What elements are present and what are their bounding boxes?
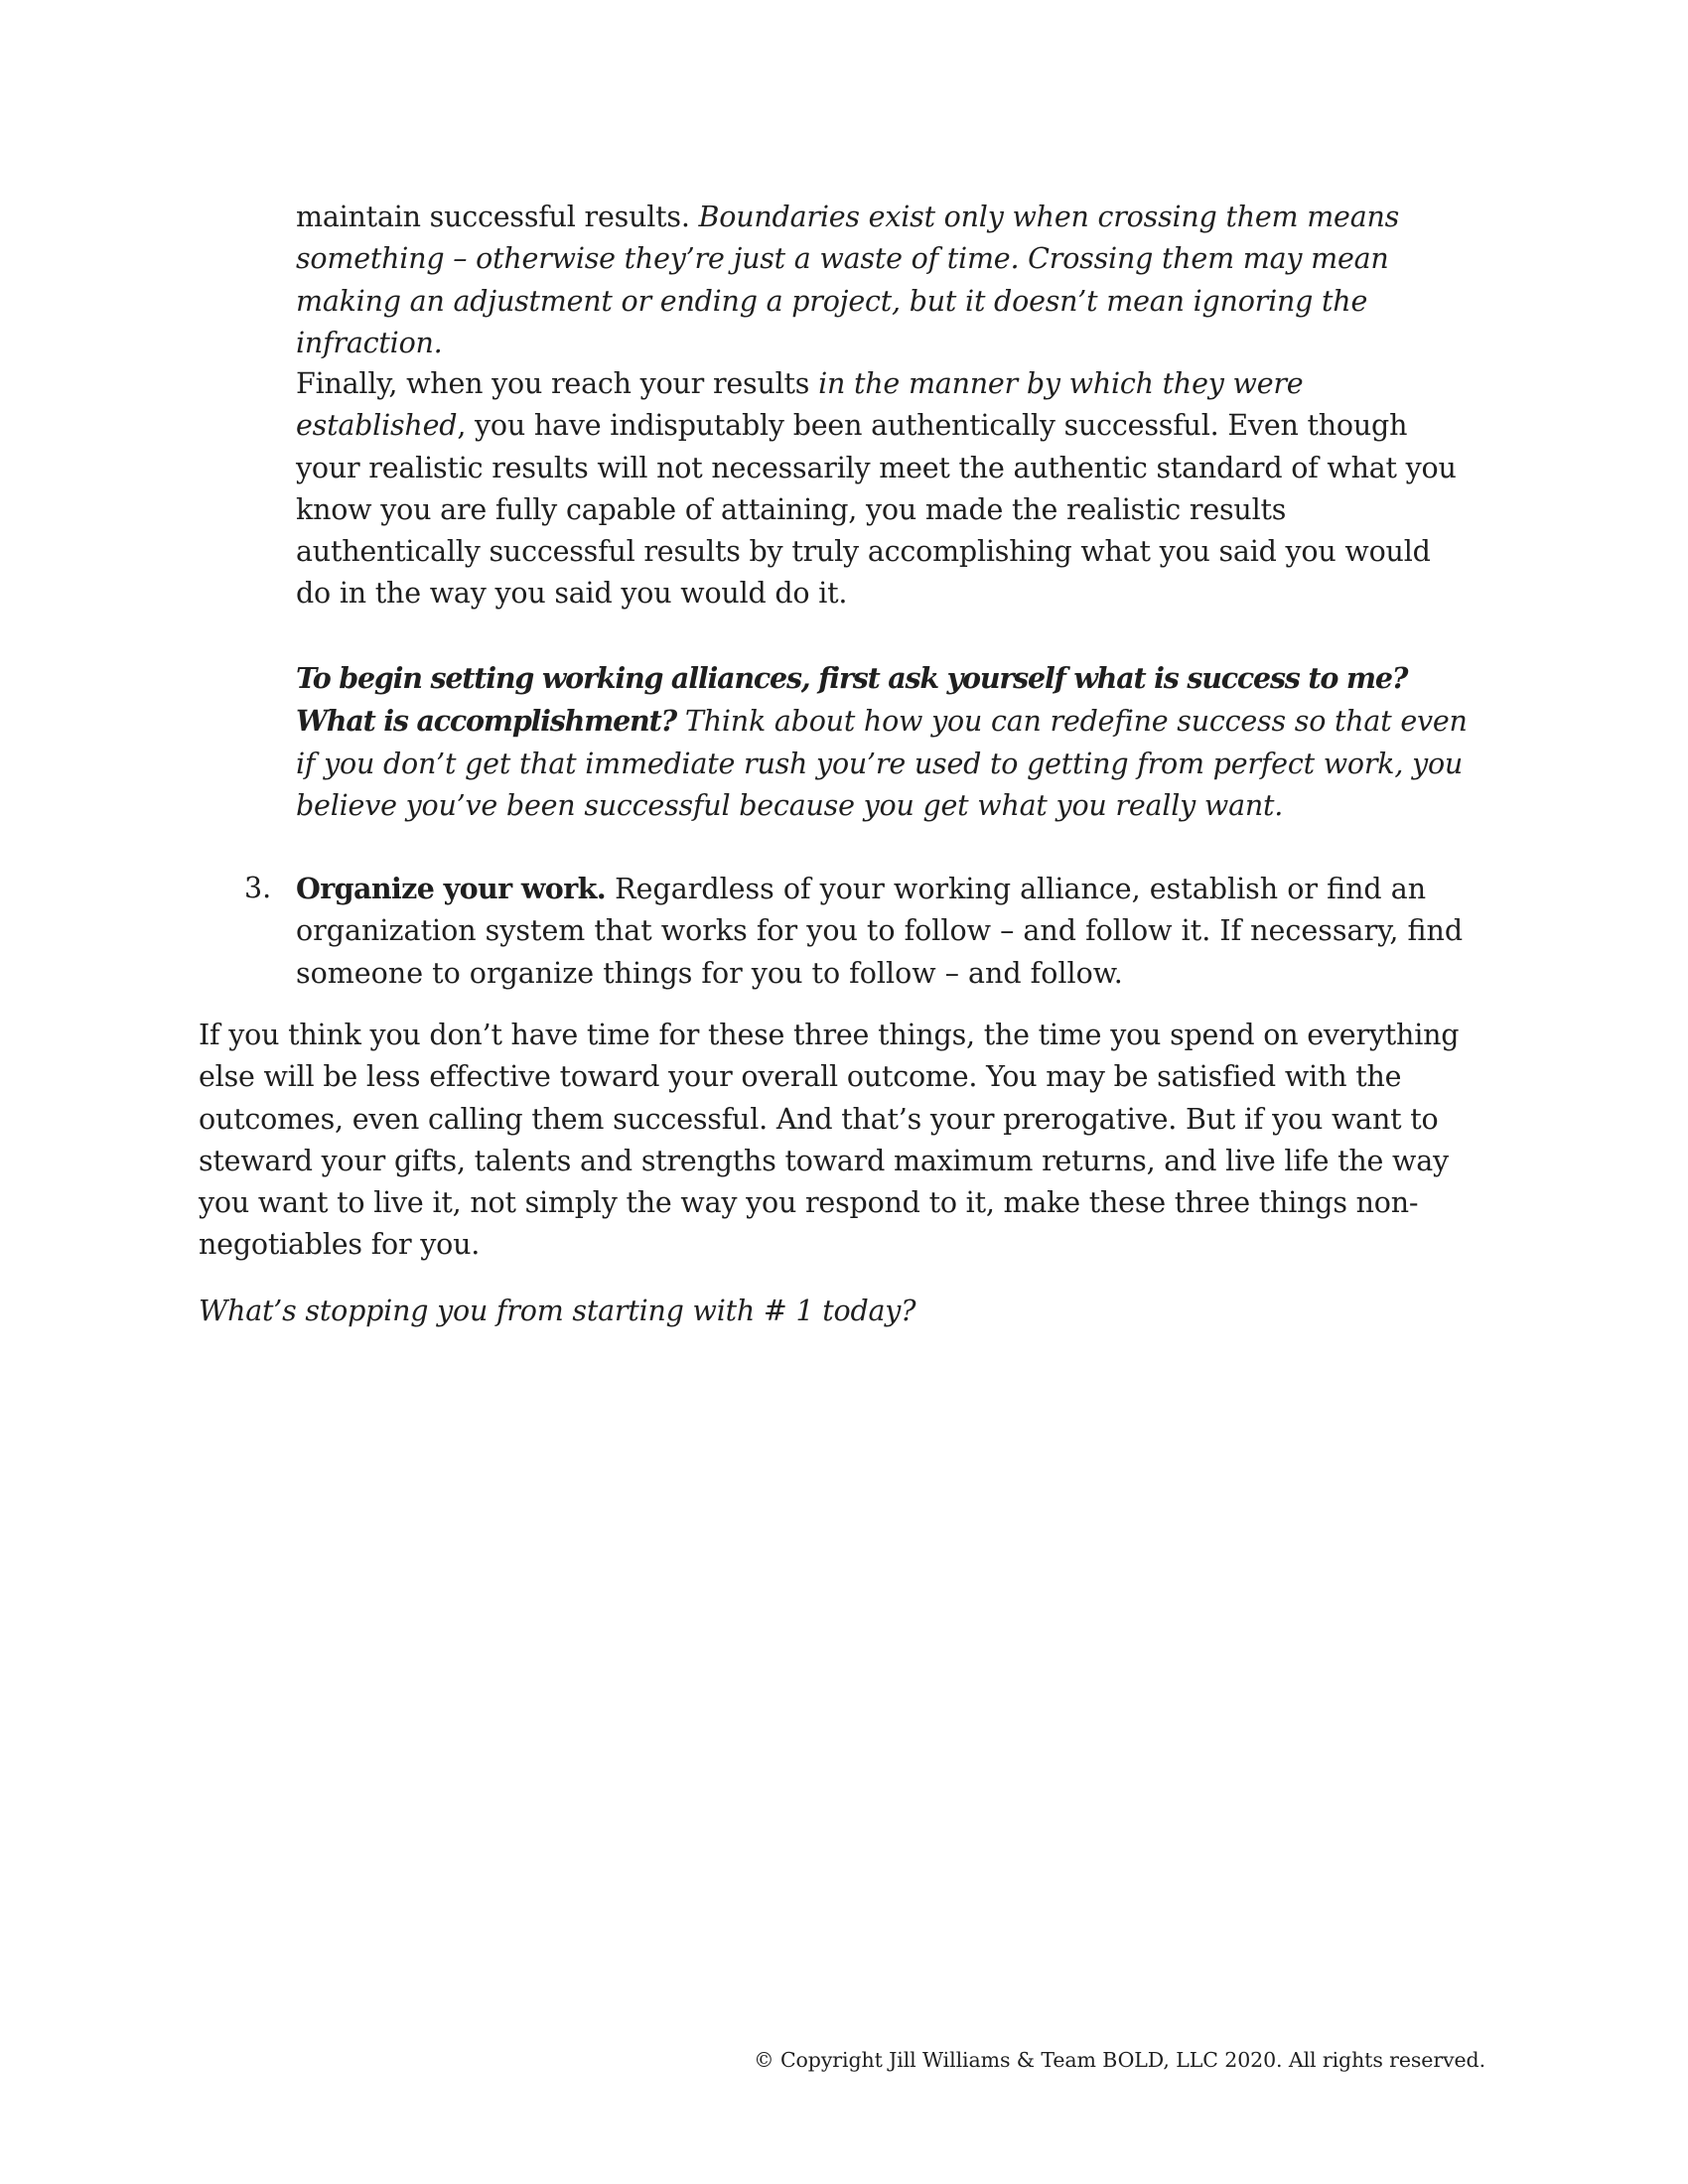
paragraph-finally <box>296 363 1468 615</box>
list-item-text: Regardless of your working alliance, establish or find an organization system that works for you to follow – and follow it. If necessary, find someone to organize things for you to follow – and follow. <box>296 873 1464 990</box>
paragraph-boundaries-lead: maintain successful results. <box>296 201 699 233</box>
list-item-number: 3. <box>244 872 272 904</box>
list-item-body <box>296 868 1468 995</box>
paragraph-closing-question <box>199 1291 1470 1332</box>
paragraph-three-things-text: If you think you don’t have time for these three things, the time you spend on everything else will be less effective toward your overall outcome. You may be satisfied with the outcomes, even calling them successful. And that’s your prerogative. But if you want to steward your gifts, talents and strengths toward maximum returns, and live life the way you want to live it, not simply the way you respond to it, make these three things non-negotiables for you. <box>199 1019 1460 1262</box>
footer-copyright: © Copyright Jill Williams & Team BOLD, LLC 2020. All rights reserved. <box>754 2048 1485 2072</box>
paragraph-working-alliances-italic: Think about how you can redefine success so that even if you don’t get that immediate rush you’re used to getting from perfect work, you believe you’ve been successful because you get what you really want. <box>296 705 1468 822</box>
paragraph-finally-rest: , you have indisputably been authentically successful. Even though your realistic results will not necessarily meet the authentic standard of what you know you are fully capable of attaining, you made the realistic results authentically successful results by truly accomplishing what you said you would do in the way you said you would do it. <box>296 409 1457 611</box>
paragraph-working-alliances <box>296 657 1468 827</box>
paragraph-boundaries <box>296 197 1468 364</box>
paragraph-finally-lead: Finally, when you reach your results <box>296 367 819 400</box>
paragraph-three-things <box>199 1015 1470 1267</box>
paragraph-boundaries-italic: Boundaries exist only when crossing them means something – otherwise they’re just a waste of time. Crossing them may mean making an adjustment or ending a project, but it doesn’t mean ignoring the infraction. <box>296 201 1400 359</box>
paragraph-working-alliances-bold: To begin setting working alliances, first ask yourself what is success to me? What is accomplishment? <box>296 661 1408 739</box>
paragraph-closing-question-text: What’s stopping you from starting with # 1 today? <box>199 1295 916 1327</box>
paragraph-finally-italic: in the manner by which they were established <box>296 367 1304 443</box>
list-item-bold-lead: Organize your work. <box>296 872 607 905</box>
